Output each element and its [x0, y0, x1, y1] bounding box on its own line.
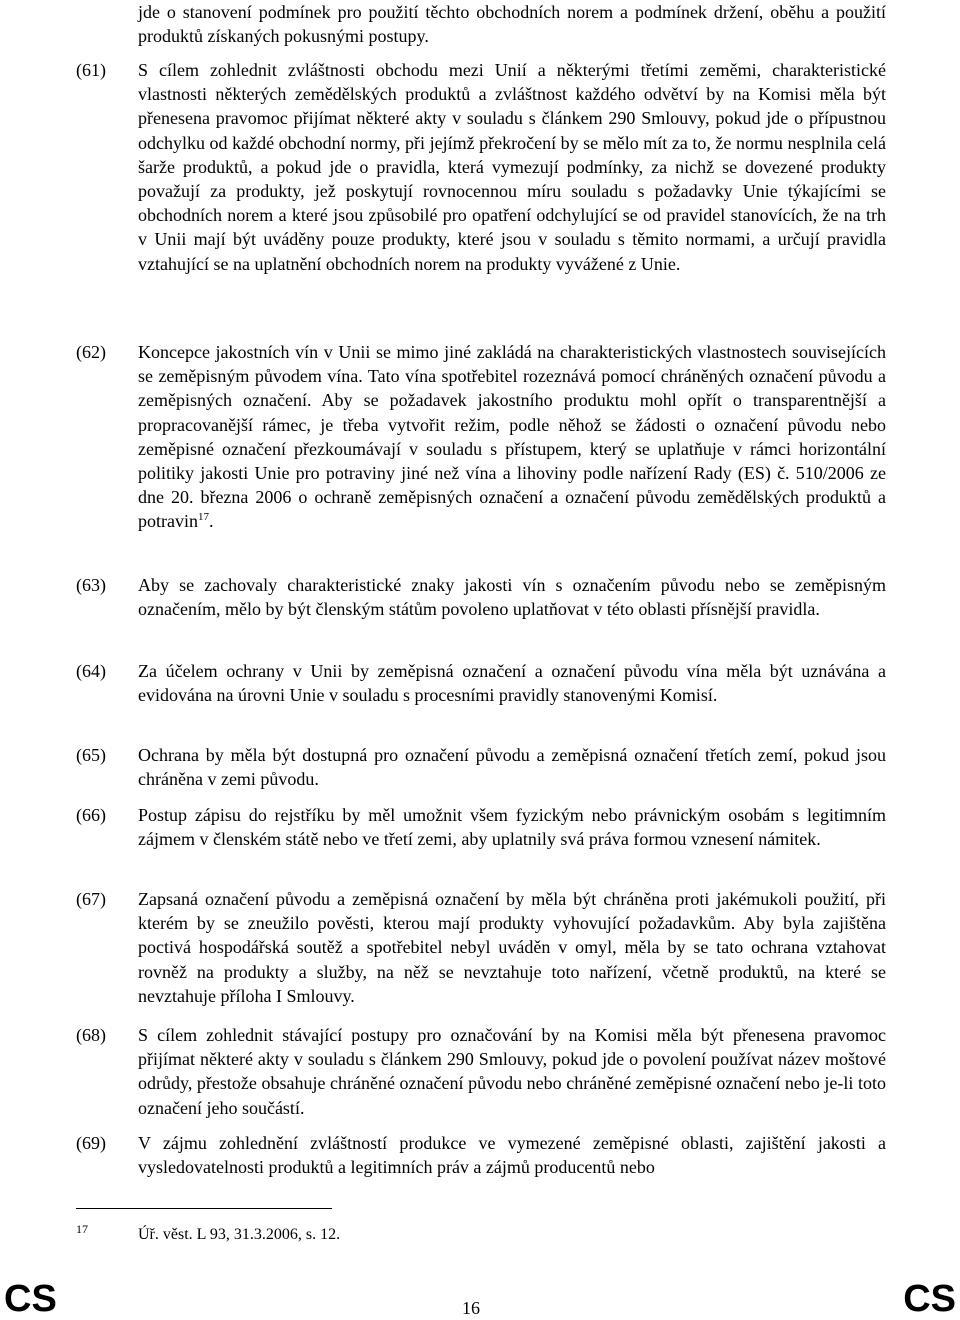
- recital-number: (64): [76, 661, 106, 681]
- recital-body: Koncepce jakostních vín v Unii se mimo jiné zakládá na charakteristických vlastnostech souvisejících se zeměpisným původem vína. Tato vína spotřebitel rozeznává pomocí chráněných označení původu a zeměpisných označení. Aby se požadavek jakostního produktu mohl opřít o transparentnější a propracovanější rámec, je třeba vytvořit režim, podle něhož se žádosti o označení původu nebo zeměpisné označení přezkoumávají v souladu s přístupem, který se uplatňuje v rámci horizontální politiky jakosti Unie pro potraviny jiné než vína a lihoviny podle nařízení Rady (ES) č. 510/2006 ze dne 20. března 2006 o ochraně zeměpisných označení a označení původu zemědělských produktů a potravin: [138, 342, 886, 532]
- footer-language-left: CS: [4, 1278, 57, 1320]
- recital-text: Zapsaná označení původu a zeměpisná označení by měla být chráněna proti jakémukoli použití, při kterém by se zneužilo pověsti, kterou mají produkty vyhovující požadavkům. Aby byla zajištěna poctivá hospodářská soutěž a spotřebitel nebyl uváděn v omyl, měla by se tato ochrana vztahovat rovněž na produkty a služby, na něž se nevztahuje toto nařízení, včetně produktů, na které se nevztahuje příloha I Smlouvy.: [138, 889, 886, 1006]
- recital-number: (69): [76, 1133, 106, 1153]
- intro-paragraph: jde o stanovení podmínek pro použití těchto obchodních norem a podmínek držení, oběhu a použití produktů získaných pokusnými postupy.: [138, 2, 886, 47]
- footnote-divider: [76, 1208, 332, 1209]
- recital-text: Aby se zachovaly charakteristické znaky jakosti vín s označením původu nebo se zeměpisným označením, mělo by být členským státům povoleno uplatňovat v této oblasti přísnější pravidla.: [138, 575, 886, 620]
- recital-number: (63): [76, 575, 106, 595]
- recital-number: (66): [76, 805, 106, 825]
- recital-62: [76, 340, 886, 534]
- recital-text: V zájmu zohlednění zvláštností produkce ve vymezené zeměpisné oblasti, zajištění jakosti a vysledovatelnosti produktů a legitimních práv a zájmů producentů nebo: [138, 1133, 886, 1178]
- recital-tail: .: [209, 511, 214, 532]
- recital-text: Postup zápisu do rejstříku by měl umožnit všem fyzickým nebo právnickým osobám s legitimním zájmem v členském státě nebo ve třetí zemi, aby uplatnily svá práva formou vznesení námitek.: [138, 805, 886, 850]
- recital-number: (65): [76, 745, 106, 765]
- recital-63: [76, 573, 886, 621]
- recital-text: Za účelem ochrany v Unii by zeměpisná označení a označení původu vína měla být uznávána a evidována na úrovni Unie v souladu s procesními pravidly stanovenými Komisí.: [138, 661, 886, 706]
- page-number: 16: [462, 1298, 480, 1318]
- recital-64: [76, 659, 886, 707]
- footnote-text: Úř. věst. L 93, 31.3.2006, s. 12.: [138, 1226, 341, 1243]
- recital-number: (61): [76, 60, 106, 80]
- recital-text: Ochrana by měla být dostupná pro označení původu a zeměpisná označení třetích zemí, pokud jsou chráněna v zemi původu.: [138, 745, 886, 790]
- footer-language-right: CS: [903, 1278, 956, 1320]
- recital-67: [76, 887, 886, 1008]
- footnote-mark: 17: [76, 1222, 88, 1236]
- recital-text: S cílem zohlednit stávající postupy pro označování by na Komisi měla být přenesena pravomoc přijímat některé akty v souladu s článkem 290 Smlouvy, pokud jde o povolení používat název moštové odrůdy, přestože obsahuje chráněné označení původu nebo chráněné zeměpisné označení nebo je-li toto označení jeho součástí.: [138, 1025, 886, 1118]
- recital-66: [76, 803, 886, 851]
- recital-61: [76, 58, 886, 276]
- recital-text: [138, 340, 886, 534]
- recital-text: S cílem zohlednit zvláštnosti obchodu mezi Unií a některými třetími zeměmi, charakteristické vlastnosti některých zemědělských produktů a zvláštnost každého odvětví by na Komisi měla být přenesena pravomoc přijímat některé akty v souladu s článkem 290 Smlouvy, pokud jde o přípustnou odchylku od každé obchodní normy, při jejímž překročení by se mělo mít za to, že normu nesplnila celá šarže produktů, a pokud jde o pravidla, která vymezují podmínky, za nichž se dovezené produkty považují za produkty, jež poskytují rovnocennou míru souladu s požadavky Unie týkajícími se obchodních norem a které jsou způsobilé pro opatření odchylující se od pravidel stanovících, že na trh v Unii mají být uváděny pouze produkty, které jsou v souladu s těmito normami, a určují pravidla vztahující se na uplatnění obchodních norem na produkty vyvážené z Unie.: [138, 60, 886, 274]
- recital-number: (68): [76, 1025, 106, 1045]
- recital-number: (62): [76, 342, 106, 362]
- recital-65: [76, 743, 886, 791]
- recital-68: [76, 1023, 886, 1120]
- recital-number: (67): [76, 889, 106, 909]
- recital-69: [76, 1131, 886, 1179]
- footnote-reference[interactable]: 17: [198, 511, 209, 524]
